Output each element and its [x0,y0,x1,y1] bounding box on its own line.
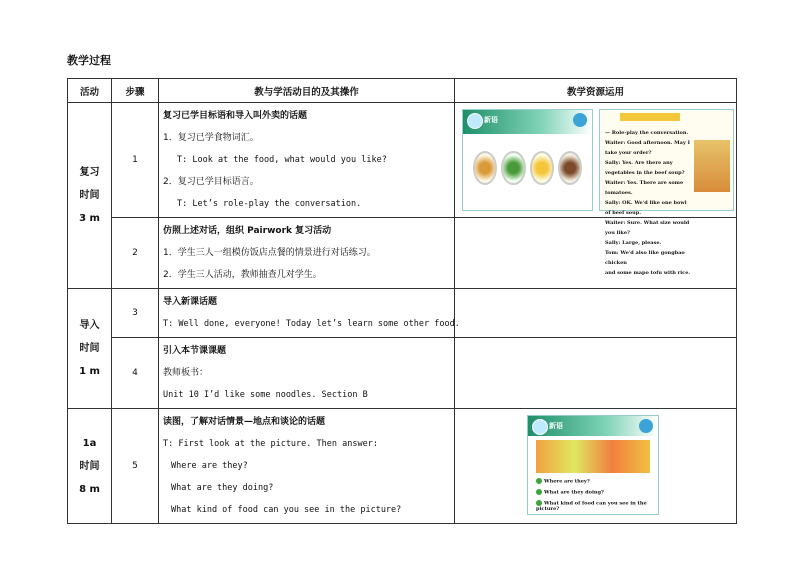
table-row [68,409,737,524]
step-number: 3 [112,289,159,338]
header-step: 步骤 [112,79,159,103]
teaching-process-table [67,78,737,524]
activity-cell: 1a 时间 8 m [68,409,112,524]
operation-cell: 引入本节课课题 教师板书： Unit 10 I’d like some noodles. Section B [159,338,455,409]
page-title: 教学过程 [67,54,111,67]
step-number: 2 [112,218,159,289]
table-header-row [68,79,737,103]
slide-question: Where are they? [536,478,590,485]
logo-icon [532,419,548,435]
resource-cell [455,338,737,409]
step-number: 4 [112,338,159,409]
resource-cell [455,289,737,338]
resource-cell [455,218,737,289]
resource-cell [455,409,737,524]
operation-cell: 复习已学目标语和导入叫外卖的话题 1．复习已学食物词汇。 T: Look at the food, what would you like? 2．复习已学目标语言。 T: Let’s role-play the conversation. [159,103,455,218]
slide-picture-questions-thumbnail: 新语 Where are they? What are they doing? What kind of food can you see in the picture? [527,415,659,515]
step-number: 5 [112,409,159,524]
operation-cell: 仿照上述对话，组织 Pairwork 复习活动 1．学生三人一组模仿饭店点餐的情景进行对话练习。 2．学生三人活动，教师抽查几对学生。 [159,218,455,289]
step-number: 1 [112,103,159,218]
resource-cell [455,103,737,276]
slide-question: What kind of food can you see in the picture? [536,500,647,512]
table-row [68,103,737,218]
slide-tag [620,113,680,121]
flower-icon [639,419,653,433]
table-row [68,289,737,338]
restaurant-image [694,140,730,192]
logo-icon [467,113,483,129]
food-plates-image [473,148,582,188]
operation-cell: 导入新课话题 T: Well done, everyone! Today let’s learn some other food. [159,289,455,338]
slide-conversation-thumbnail [599,109,734,276]
table-row [68,338,737,409]
flower-icon [573,113,587,127]
header-activity: 活动 [68,79,112,103]
slide-food-thumbnail: 新语 [462,109,593,211]
header-resource: 教学资源运用 [455,79,737,103]
header-operation: 教与学活动目的及其操作 [159,79,455,103]
slide-question: What are they doing? [536,489,604,496]
activity-cell: 复习 时间 3 m [68,103,112,289]
operation-cell: 读图，了解对话情景—地点和谈论的话题 T: First look at the picture. Then answer: Where are they? What are they doing? What kind of food can you see in the picture? [159,409,455,524]
food-menu-image [536,440,650,473]
slide-conversation-text: — Role-play the conversation. Waiter: Good afternoon. May I take your order? Sally: Yes. Are there any vegetables in the beef soup? Waiter: Yes. There are some tomatoes. Sally: OK. We'd like one bowl of beef soup. Waiter: Sure. What size would you like? Sally: Large, please. Tom: We'd also like gongbao chicken and some mapo tofu with rice. [605,130,691,276]
activity-cell: 导入 时间 1 m [68,289,112,409]
